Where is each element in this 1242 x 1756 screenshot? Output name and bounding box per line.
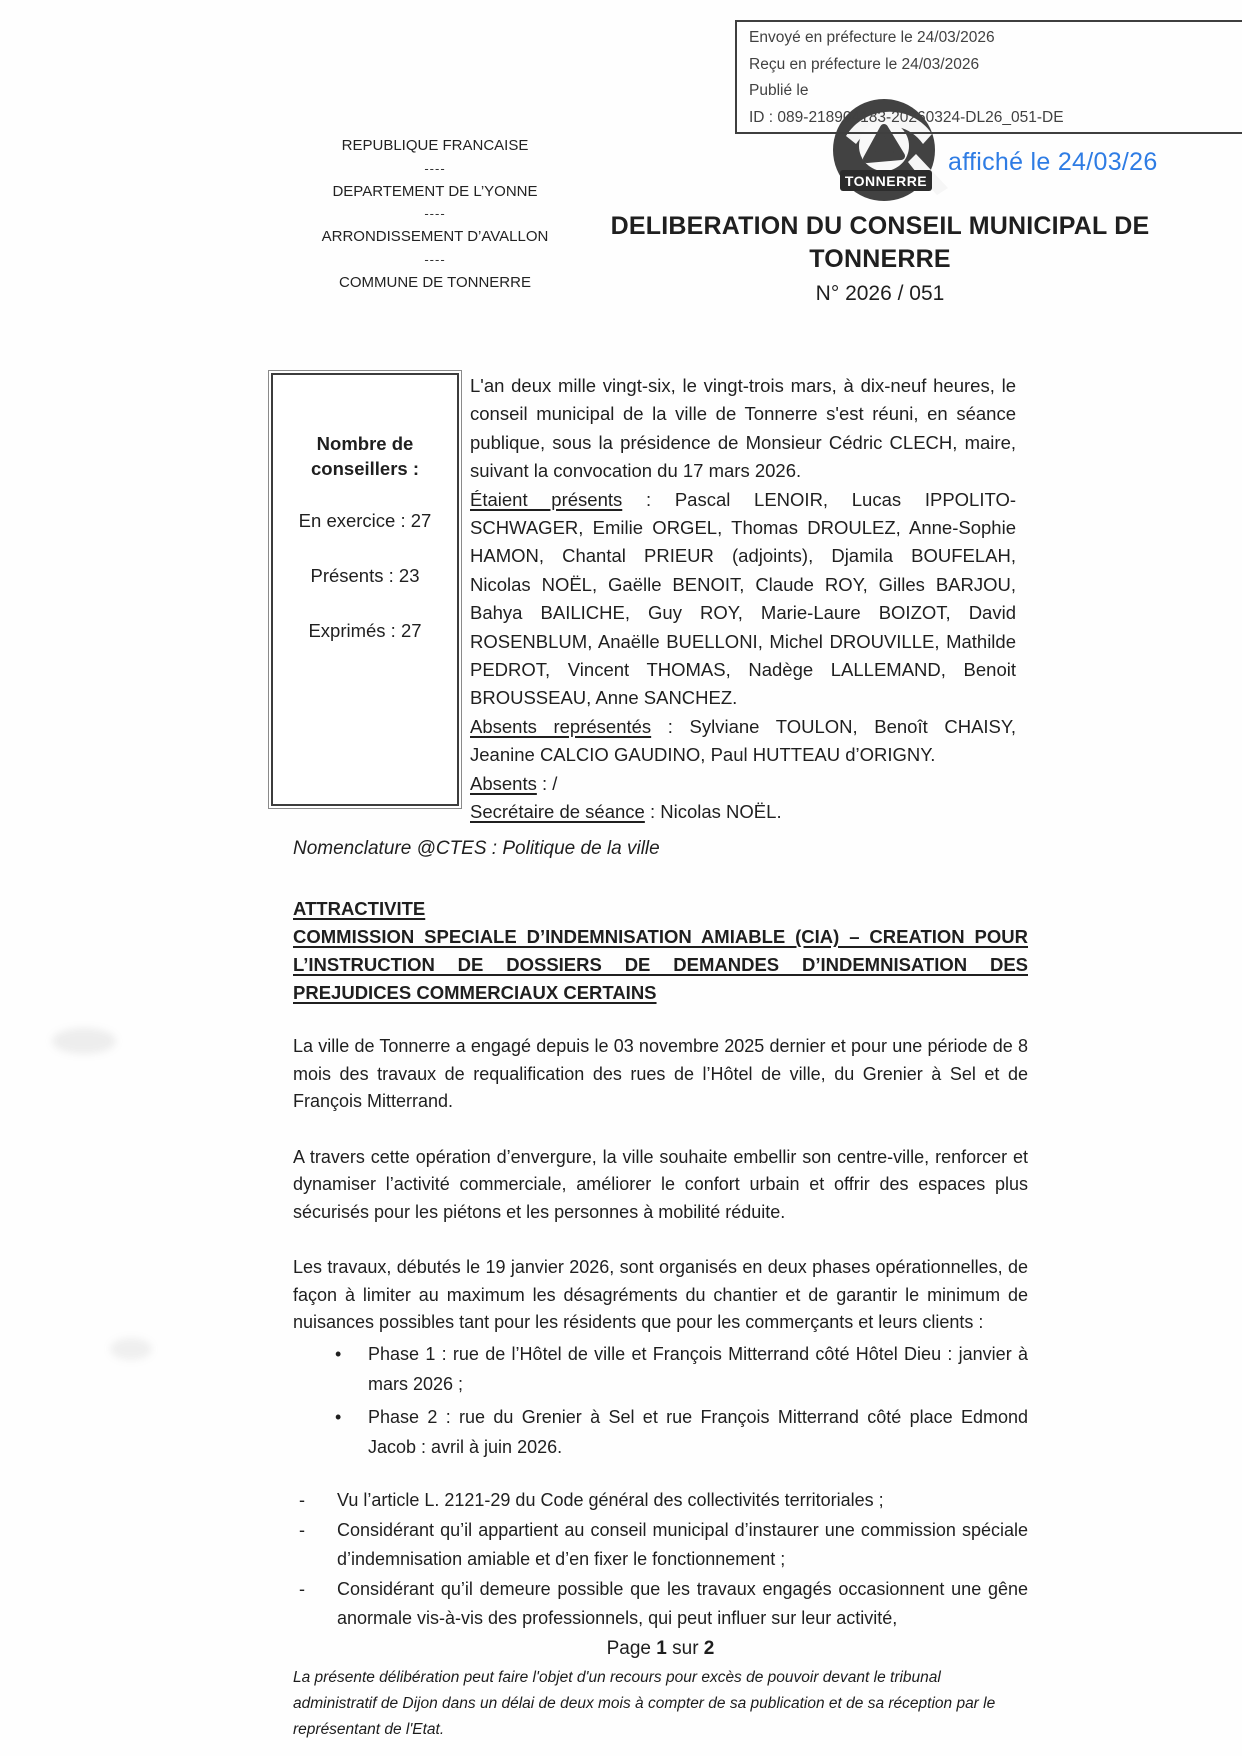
stamp-received-line: Reçu en préfecture le 24/03/2026 bbox=[749, 55, 980, 73]
document-title bbox=[555, 210, 1205, 309]
list-item bbox=[293, 1486, 1028, 1515]
council-in-exercise: En exercice : 27 bbox=[298, 510, 432, 531]
letterhead-divider: ---- bbox=[424, 160, 446, 176]
list-item bbox=[293, 1402, 1028, 1463]
session-opening: L'an deux mille vingt-six, le vingt-trois mars, à dix-neuf heures, le conseil municipal de la ville de Tonnerre s'est réuni, en séance publique, sous la présidence de Monsieur Cédric CLECH, maire, suivant la convocation du 17 mars 2026. bbox=[470, 375, 1016, 482]
bullet-marker: • bbox=[335, 1343, 342, 1364]
considerations-list bbox=[293, 1486, 1028, 1633]
secretary-value: : Nicolas NOËL. bbox=[644, 801, 782, 823]
absent-value: : / bbox=[536, 772, 558, 794]
consideration-1: Vu l’article L. 2121-29 du Code général des collectivités territoriales ; bbox=[337, 1489, 884, 1510]
council-count-inner bbox=[271, 373, 459, 806]
session-block bbox=[470, 372, 1016, 827]
list-item bbox=[293, 1575, 1028, 1633]
dash-marker: - bbox=[299, 1519, 305, 1540]
deliberation-number: N° 2026 / 051 bbox=[815, 282, 945, 305]
letterhead-arrondissement: ARRONDISSEMENT D’AVALLON bbox=[321, 228, 549, 245]
letterhead-department: DEPARTEMENT DE L’YONNE bbox=[332, 182, 538, 200]
consideration-2: Considérant qu’il appartient au conseil municipal d’instaurer une commission spéciale d’indemnisation amiable et d’en fixer le fonctionnement ; bbox=[337, 1519, 1028, 1569]
council-present-count: Présents : 23 bbox=[310, 565, 420, 586]
session-absent-represented bbox=[470, 713, 1016, 770]
stamp-sent-line: Envoyé en préfecture le 24/03/2026 bbox=[749, 29, 995, 46]
letterhead-divider: ---- bbox=[424, 251, 446, 267]
scan-smudge bbox=[52, 1028, 116, 1054]
list-item bbox=[293, 1339, 1028, 1400]
main-content bbox=[293, 836, 1028, 1634]
nomenclature-line: Nomenclature @CTES : Politique de la ville bbox=[293, 838, 660, 859]
present-label: Étaient présents bbox=[470, 488, 623, 510]
stamp-published-line: Publié le bbox=[749, 82, 809, 100]
page-number-line: Page 1 sur 2 bbox=[606, 1638, 715, 1659]
bullet-marker: • bbox=[335, 1406, 342, 1427]
prefecture-stamp bbox=[735, 20, 1242, 134]
title-line-1: DELIBERATION DU CONSEIL MUNICIPAL DE bbox=[610, 212, 1150, 240]
absent-represented-names: : Sylviane TOULON, Benoît CHAISY, Jeanine CALCIO GAUDINO, Paul HUTTEAU d’ORIGNY. bbox=[470, 715, 1016, 766]
stamp-id-line: ID : 089-218904183-20260324-DL26_051-DE bbox=[749, 108, 1064, 126]
body-paragraph-3: Les travaux, débutés le 19 janvier 2026, sont organisés en deux phases opérationnelles, de façon à limiter au maximum les désagréments du chantier et de garantir le minimum de nuisances possibles tant pour les résidents que pour les commerçants et leurs clients : bbox=[293, 1257, 1028, 1332]
council-expressed-count: Exprimés : 27 bbox=[308, 620, 422, 641]
dash-marker: - bbox=[299, 1578, 305, 1599]
posted-date-note: affiché le 24/03/26 bbox=[948, 148, 1158, 176]
legal-notice: La présente délibération peut faire l'objet d'un recours pour excès de pouvoir devant le tribunal administratif de Dijon dans un délai de deux mois à compter de sa publication et de sa réception par le représentant de l'Etat. bbox=[293, 1669, 996, 1738]
total-page-number: 2 bbox=[703, 1638, 715, 1659]
secretary-label: Secrétaire de séance bbox=[470, 801, 645, 823]
logo-city-name: TONNERRE bbox=[844, 173, 928, 189]
council-count-box bbox=[268, 370, 462, 809]
body-paragraph-1: La ville de Tonnerre a engagé depuis le 03 novembre 2025 dernier et pour une période de 8 mois des travaux de requalification des rues de l’Hôtel de ville, du Grenier à Sel et de François Mitterrand. bbox=[293, 1036, 1028, 1111]
dash-marker: - bbox=[299, 1489, 305, 1510]
phase-list bbox=[293, 1339, 1028, 1463]
letterhead-republic: REPUBLIQUE FRANCAISE bbox=[341, 137, 529, 154]
letterhead-commune: COMMUNE DE TONNERRE bbox=[339, 273, 531, 291]
absent-label: Absents bbox=[470, 772, 537, 794]
absent-represented-label: Absents représentés bbox=[470, 715, 652, 737]
phase-1-item: Phase 1 : rue de l’Hôtel de ville et François Mitterrand côté Hôtel Dieu : janvier à mars 2026 ; bbox=[368, 1343, 1028, 1394]
letterhead-divider: ---- bbox=[424, 206, 446, 221]
scan-smudge bbox=[110, 1338, 152, 1360]
session-secretary bbox=[470, 798, 1016, 826]
present-names: : Pascal LENOIR, Lucas IPPOLITO-SCHWAGER, Emilie ORGEL, Thomas DROULEZ, Anne-Sophie HAMON, Chantal PRIEUR (adjoints), Djamila BOUFELAH, Nicolas NOËL, Gaëlle BENOIT, Claude ROY, Gilles BARJOU, Bahya BAILICHE, Guy ROY, Marie-Laure BOIZOT, David ROSENBLUM, Anaëlle BUELLONI, Michel DROUVILLE, Mathilde PEDROT, Vincent THOMAS, Nadège LALLEMAND, Benoit BROUSSEAU, Anne SANCHEZ. bbox=[470, 488, 1016, 709]
session-absent bbox=[470, 770, 1016, 798]
consideration-3: Considérant qu’il demeure possible que les travaux engagés occasionnent une gêne anormale vis-à-vis des professionnels, qui peut influer sur leur activité, bbox=[337, 1578, 1028, 1628]
subject-category: ATTRACTIVITE bbox=[293, 898, 426, 919]
letterhead bbox=[312, 134, 558, 294]
list-item bbox=[293, 1516, 1028, 1574]
council-heading: Nombre de conseillers : bbox=[311, 433, 419, 479]
body-paragraph-2: A travers cette opération d’envergure, la ville souhaite embellir son centre-ville, renforcer et dynamiser l’activité commerciale, améliorer le confort urbain et offrir des espaces plus sécurisés pour les piétons et les personnes à mobilité réduite. bbox=[293, 1146, 1028, 1222]
current-page-number: 1 bbox=[656, 1638, 667, 1659]
subject-heading: COMMISSION SPECIALE D’INDEMNISATION AMIABLE (CIA) – CREATION POUR L’INSTRUCTION DE DOSSIERS DE DEMANDES D’INDEMNISATION DES PREJUDICES COMMERCIAUX CERTAINS bbox=[293, 926, 1028, 1003]
session-present bbox=[470, 486, 1016, 713]
phase-2-item: Phase 2 : rue du Grenier à Sel et rue François Mitterrand côté place Edmond Jacob : avril à juin 2026. bbox=[368, 1406, 1028, 1457]
page-footer bbox=[293, 1636, 1028, 1743]
title-line-2: TONNERRE bbox=[809, 245, 951, 273]
